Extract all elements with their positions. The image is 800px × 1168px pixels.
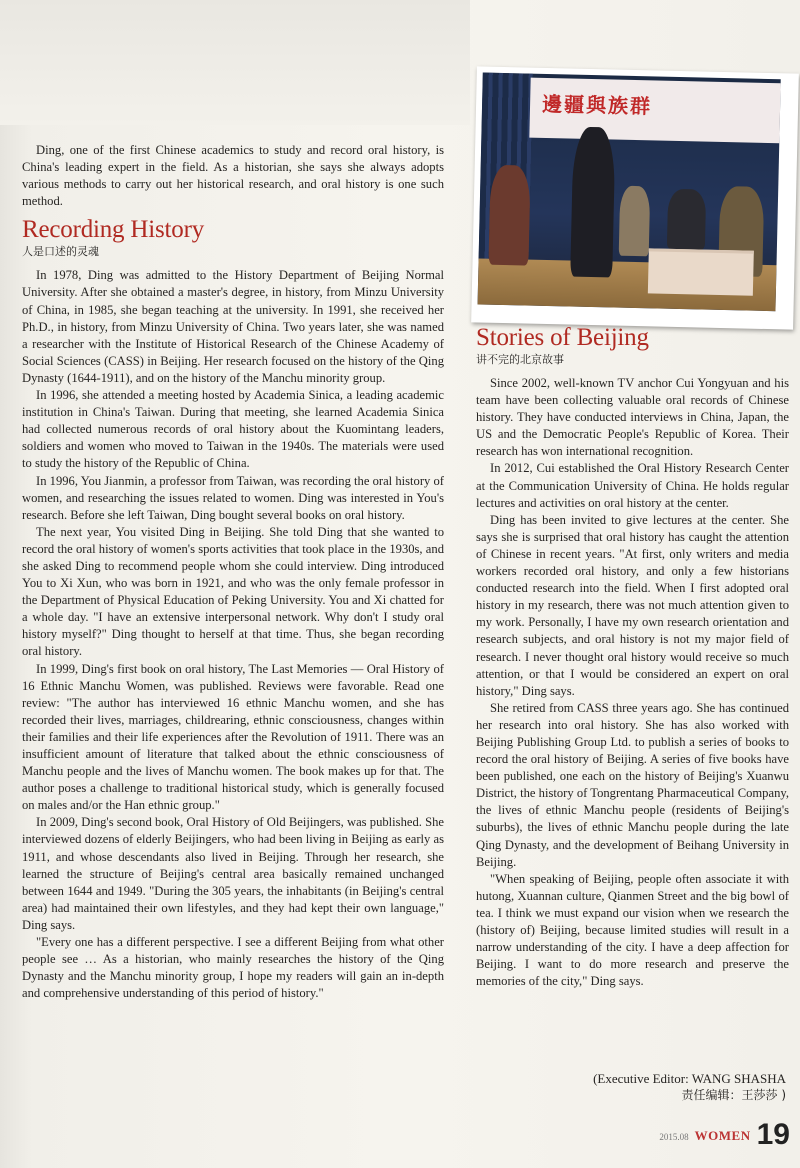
section-title-stories-of-beijing: Stories of Beijing [476, 324, 649, 351]
body-paragraph: In 1996, You Jianmin, a professor from Taiwan, was recording the oral history of women, and researching the issues related to women. Ding was interested in You's research. Before she left Taiwan, Ding bought several books on oral history. [22, 473, 444, 522]
banner-text: 邊疆與族群 [541, 91, 653, 119]
table-cloth [648, 248, 754, 295]
body-paragraph: In 1999, Ding's first book on oral history, The Last Memories — Oral History of 16 Ethnic Manchu Women, was published. Reviews were favorable. Read one review: "The author has interviewed 16 ethnic Manchu women, and she has recorded their lives, marriages, childrearing, ethnic consciousness, changes within their families and their life experiences after the Revolution of 1911. There was an insufficient amount of literature that talked about the ethnic consciousness of Manchu people and the lives of Manchu women. The book makes up for that. The author poses a challenge to traditional historical study, which is generally focused on males and/or the Han ethnic group." [22, 661, 444, 813]
body-paragraph: "Every one has a different perspective. I see a different Beijing from what other people see … As a historian, who mainly researches the history of the Qing Dynasty and the Manchu minority group, I hope my readers will gain an in-depth and comprehensive understanding of this period of history." [22, 935, 444, 1001]
body-paragraph: She retired from CASS three years ago. She has continued her research into oral history. She has also worked with Beijing Publishing Group Ltd. to publish a series of books to record the oral history of Beijing. A series of five books have been published, one each on the history of Beijing's Xuanwu District, the history of Tongrentang Pharmaceutical Company, the lives of ethnic Manchu people (residents of Beijing's suburbs), the lives of ethnic Manchu people during the late Qing Dynasty, and the development of Beihang University in Beijing. [476, 700, 789, 869]
issue-date: 2015.08 [659, 1132, 689, 1142]
page-footer [659, 1120, 790, 1150]
section-subtitle-stories-of-beijing: 讲不完的北京故事 [476, 353, 564, 366]
body-paragraph: Ding has been invited to give lectures at the center. She says she is surprised that oral history has caught the attention of Chinese in recent years. "At first, only writers and media workers recorded oral history, and only a few historians conducted research into the field. When I first adopted oral history in my research, there was not much attention given to my work. Personally, I have my own research orientation and research subjects, and oral history is not my major field of research. I never thought oral history would receive so much attention, or that I would be considered an expert on oral history," Ding says. [476, 512, 789, 698]
magazine-name: WOMEN [694, 1128, 751, 1143]
section-subtitle-recording-history: 人是口述的灵魂 [22, 245, 99, 259]
speaker-standing [570, 127, 615, 278]
intro-paragraph: Ding, one of the first Chinese academics to study and record oral history, is China's leading expert in the field. As a historian, she says she always adopts various methods to carry out her historical research, and oral history is one such method. [22, 143, 444, 209]
editor-signature-en: (Executive Editor: WANG SHASHA [593, 1071, 786, 1086]
body-paragraph: The next year, You visited Ding in Beijing. She told Ding that she wanted to record the oral history of women's sports activities that took place in the 1930s, and she asked Ding to recommend people whom she could interview. Ding introduced You to Xi Xun, who was born in 1921, and who was the only female professor in the Department of Physical Education of Peking University. You and Xi chatted for a whole day. "I have an extensive interpersonal network. Why don't I study oral history myself?" Ding thought to herself at that time. Thus, she began recording oral history. [22, 524, 444, 659]
lecture-photo [471, 66, 799, 329]
left-column [22, 142, 444, 1002]
body-paragraph: In 2009, Ding's second book, Oral History of Old Beijingers, was published. She interviewed dozens of elderly Beijingers, who had been living in Beijing as early as 1911, and whose descendants also lived in Beijing. Through her research, she learned the structure of Beijing's central area basically remained unchanged between 1644 and 1949. "During the 305 years, the inhabitants (in Beijing's central area) had maintained their own lifestyles, and they had kept their own language," Ding says. [22, 815, 444, 932]
section-title-recording-history: Recording History [22, 216, 204, 244]
body-paragraph: In 2012, Cui established the Oral History Research Center at the Communication University of China. He holds regular lectures and activities on oral history at the center. [476, 461, 789, 510]
body-paragraph: In 1996, she attended a meeting hosted by Academia Sinica, a leading academic institution in China's Taiwan. During that meeting, she learned Academia Sinica had collected numerous records of oral history about the Kuomintang leaders, soldiers and women who moved to Taiwan in the 1940s. The materials were used to study the history of the Republic of China. [22, 388, 444, 471]
seated-woman-left [488, 165, 530, 266]
seated-woman-right [667, 189, 706, 250]
bleed-through-area [0, 0, 470, 125]
right-column [476, 318, 789, 990]
page-number: 19 [756, 1118, 790, 1151]
photo-scene [478, 73, 781, 312]
editor-signature-cn: 责任编辑：王莎莎 ) [681, 1088, 786, 1102]
body-paragraph: In 1978, Ding was admitted to the History Department of Beijing Normal University. After she obtained a master's degree, in history, from Minzu University of China, in 1985, she began teaching at the university. In 1991, she received her Ph.D., in history, from Minzu University of China. Two years later, she was named a researcher with the Institute of Historical Research of the Chinese Academy of Social Sciences (CASS) in Beijing. Her research focused on the history of the Qing Dynasty (1644-1911), and on the history of the Manchu minority group. [22, 268, 444, 385]
seated-man-center [619, 186, 651, 257]
body-paragraph: Since 2002, well-known TV anchor Cui Yongyuan and his team have been collecting valuable oral records of Chinese history. They have conducted interviews in China, Japan, the US and the Democratic People's Republic of Korea. Their research has won international recognition. [476, 376, 789, 459]
body-paragraph: "When speaking of Beijing, people often associate it with hutong, Xuannan culture, Qianmen Street and the big bowl of tea. I think we must expand our vision when we research the (history of) Beijing, because limited studies will result in a narrow understanding of the city. I have a deep affection for Beijing. I want to do more research and preserve the memories of the city," Ding says. [476, 871, 789, 989]
editor-signature [593, 1070, 786, 1104]
